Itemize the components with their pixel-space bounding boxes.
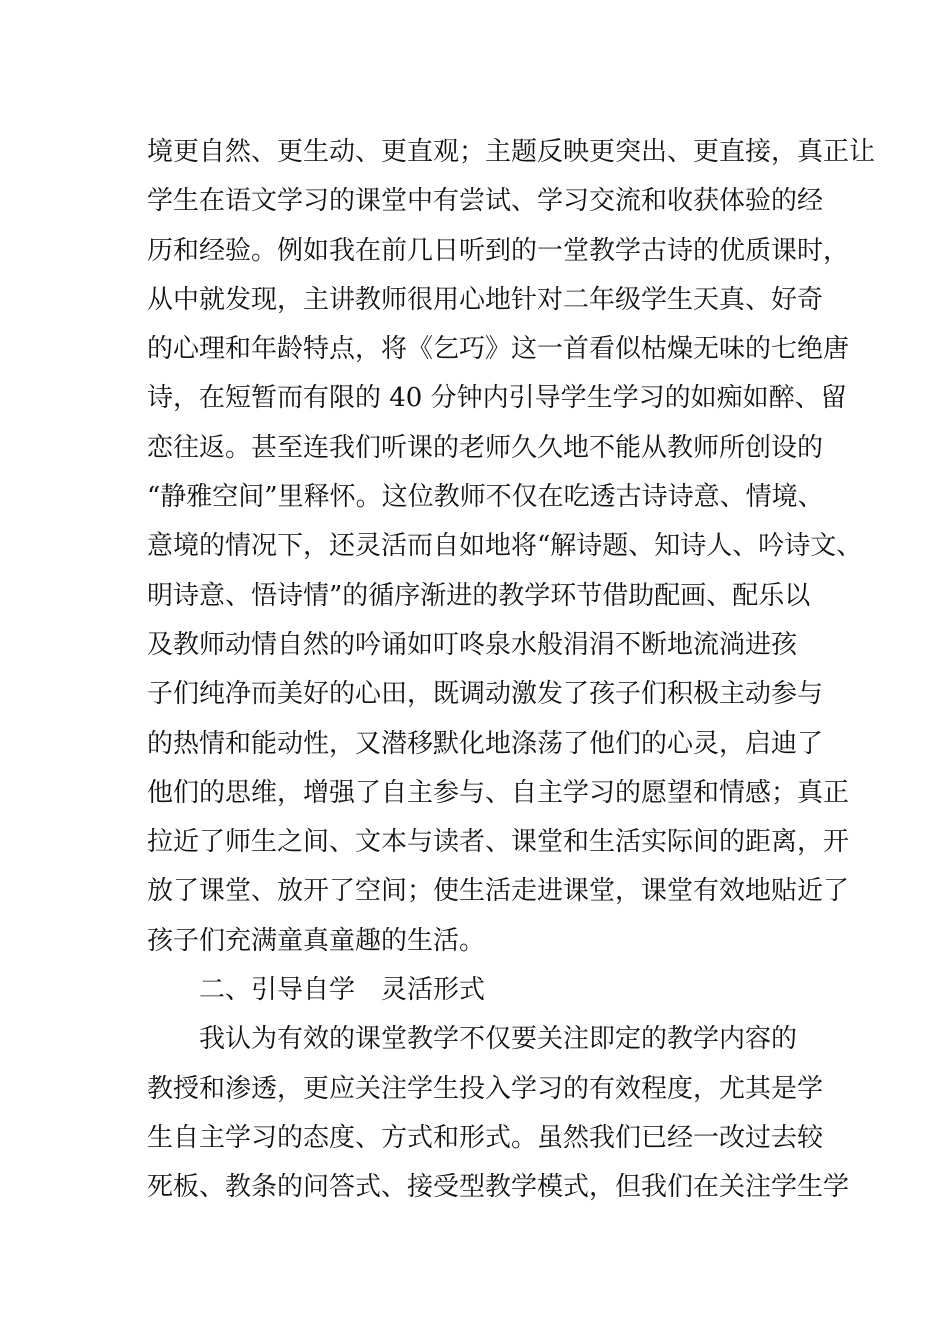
text-line: 他们的思维，增强了自主参与、自主学习的愿望和情感；真正 <box>147 777 850 808</box>
body-text <box>147 128 876 1213</box>
text-line: 我认为有效的课堂教学不仅要关注即定的教学内容的 <box>199 1024 798 1055</box>
text-line: 境更自然、更生动、更直观；主题反映更突出、更直接，真正让 <box>147 137 876 167</box>
text-line: 明诗意、悟诗情”的循序渐进的教学环节借助配画、配乐以 <box>147 580 811 611</box>
text-line: 的心理和年龄特点，将《乞巧》这一首看似枯燥无味的七绝唐 <box>147 334 850 365</box>
text-line: 生自主学习的态度、方式和形式。虽然我们已经一改过去较 <box>147 1122 824 1153</box>
text-line: 学生在语文学习的课堂中有尝试、学习交流和收获体验的经 <box>147 186 824 217</box>
text-line: 放了课堂、放开了空间；使生活走进课堂，课堂有效地贴近了 <box>147 876 850 907</box>
text-line: 子们纯净而美好的心田，既调动激发了孩子们积极主动参与 <box>147 679 824 710</box>
text-line: 死板、教条的问答式、接受型教学模式，但我们在关注学生学 <box>147 1172 850 1203</box>
text-line: 的热情和能动性，又潜移默化地涤荡了他们的心灵，启迪了 <box>147 728 824 759</box>
text-line: 教授和渗透，更应关注学生投入学习的有效程度，尤其是学 <box>147 1073 824 1104</box>
text-line: 历和经验。例如我在前几日听到的一堂教学古诗的优质课时， <box>147 235 850 266</box>
text-line: 恋往返。甚至连我们听课的老师久久地不能从教师所创设的 <box>147 432 824 463</box>
text-line: 及教师动情自然的吟诵如叮咚泉水般涓涓不断地流淌进孩 <box>147 629 798 660</box>
text-line: 意境的情况下，还灵活而自如地将“解诗题、知诗人、吟诗文、 <box>147 531 863 562</box>
text-line: 从中就发现，主讲教师很用心地针对二年级学生天真、好奇 <box>147 284 824 315</box>
text-line: 诗，在短暂而有限的 40 分钟内引导学生学习的如痴如醉、留 <box>147 383 847 414</box>
section-heading: 二、引导自学 灵活形式 <box>199 975 486 1006</box>
text-line: 拉近了师生之间、文本与读者、课堂和生活实际间的距离，开 <box>147 827 850 858</box>
text-line: 孩子们充满童真童趣的生活。 <box>147 925 486 956</box>
text-line: “静雅空间”里释怀。这位教师不仅在吃透古诗诗意、情境、 <box>147 482 824 513</box>
